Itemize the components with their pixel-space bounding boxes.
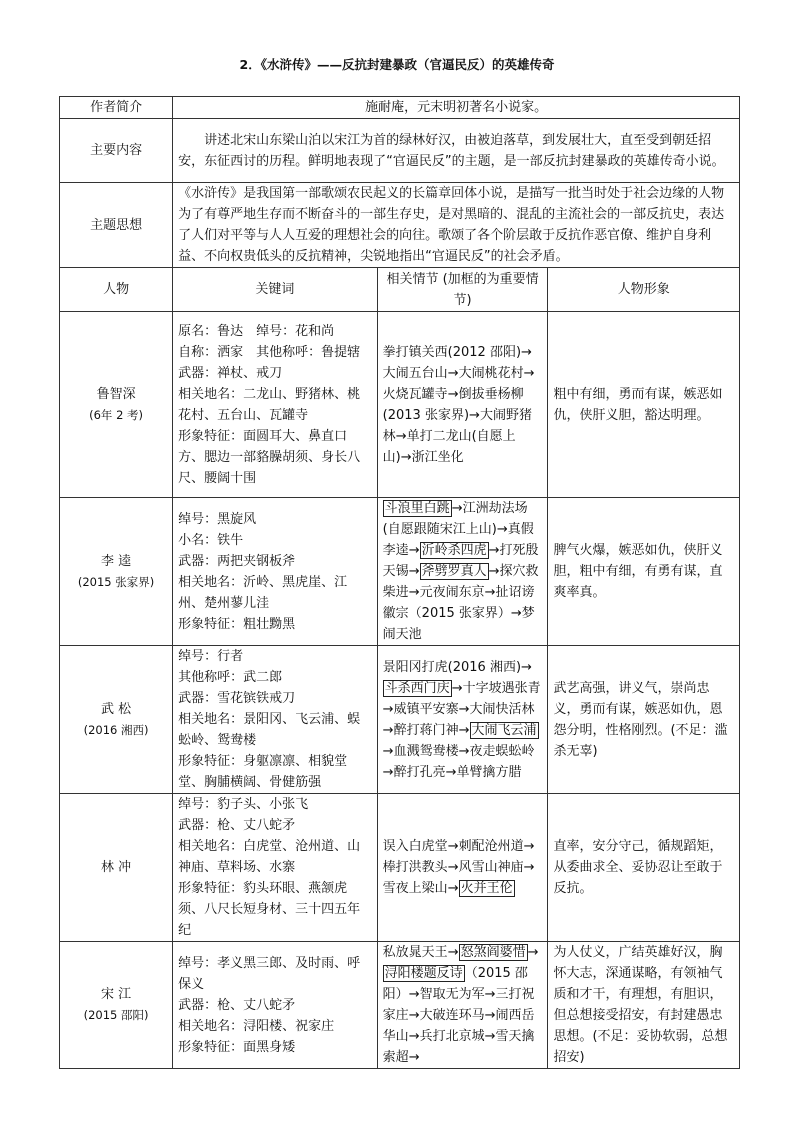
plot-segment: → <box>458 701 470 717</box>
character-name: 林 冲 <box>101 860 132 875</box>
plot-segment: 十字坡遇张青 <box>462 680 541 696</box>
keyword-line: 武器：枪、丈八蛇矛 <box>178 818 296 833</box>
key-plot-boxed: 斧劈罗真人 <box>421 564 487 579</box>
plot-segment: → <box>408 1008 420 1023</box>
plot-segment: 闹西岳华山 <box>382 1008 535 1044</box>
plot-segment: 大闹桃花村 <box>458 365 524 381</box>
keyword-line: 形象特征：面黑身矮 <box>178 1039 296 1055</box>
plot-segment: 大闹野猪林 <box>382 407 532 444</box>
plot-segment: → <box>488 564 500 579</box>
character-plot-cell <box>377 646 548 794</box>
plot-segment: → <box>484 1029 496 1044</box>
character-exam-note: (2015 邵阳) <box>83 1008 149 1022</box>
plot-segment: 三打祝家庄 <box>382 987 535 1023</box>
plot-segment: → <box>447 365 459 381</box>
keyword-line: 形象特征：面圆耳大、鼻直口方、腮边一部貉臊胡须、身长八尺、腰阔十围 <box>178 428 361 486</box>
plot-segment: 刺配沧州道 <box>458 839 524 854</box>
plot-segment: → <box>510 606 522 621</box>
plot-segment: 梦闹天池 <box>382 606 535 642</box>
theme-row <box>60 183 740 268</box>
plot-segment: → <box>408 987 420 1002</box>
plot-segment: → <box>496 522 508 537</box>
plot-segment: 风雪山神庙 <box>458 860 524 875</box>
character-keywords-cell <box>173 312 378 498</box>
author-text: 施耐庵，元末明初著名小说家。 <box>173 97 740 119</box>
plot-segment: → <box>445 764 457 780</box>
plot-segment: → <box>408 585 420 600</box>
plot-segment: 元夜闹东京 <box>419 585 485 600</box>
plot-segment: → <box>395 428 407 444</box>
plot-segment: → <box>408 543 420 558</box>
character-image-cell: 粗中有细，勇而有谋，嫉恶如仇，侠肝义胆，豁达明理。 <box>548 312 740 498</box>
keyword-line: 武器：雪花镔铁戒刀 <box>178 691 296 706</box>
character-exam-note: (2016 湘西) <box>83 722 149 737</box>
plot-segment: 私放晁天王 <box>382 945 448 960</box>
keyword-line: 相关地名：二龙山、野猪林、桃花村、五台山、瓦罐寺 <box>178 386 361 423</box>
plot-segment: 大闹五台山 <box>382 365 448 381</box>
character-name: 武 松 <box>101 701 132 717</box>
plot-segment: 单打二龙山(自愿上山) <box>382 428 516 465</box>
key-plot-boxed: 火并王伦 <box>460 881 513 896</box>
keyword-line: 相关地名：沂岭、黑虎崖、江州、楚州蓼儿洼 <box>178 574 348 611</box>
plot-segment: → <box>408 1029 420 1044</box>
key-plot-boxed: 斗杀西门庆 <box>384 680 450 696</box>
header-keywords: 关键词 <box>173 268 378 312</box>
plot-segment: 倒拔垂杨柳(2013 张家界) <box>382 386 524 423</box>
character-image-cell: 脾气火爆，嫉恶如仇，侠肝义胆，粗中有细，有勇有谋，直爽率真。 <box>548 498 740 646</box>
keyword-line: 武器：禅杖、戒刀 <box>178 365 283 381</box>
plot-text <box>383 836 543 899</box>
keyword-line: 绰号：黑旋风 <box>178 511 257 527</box>
keyword-line: 武器：两把夹钢板斧 <box>178 553 296 569</box>
character-row <box>60 942 740 1069</box>
keyword-line: 小名：铁牛 <box>178 532 244 548</box>
header-row <box>60 268 740 312</box>
plot-segment: → <box>447 881 459 896</box>
keyword-line: 其他称呼：武二郎 <box>178 670 283 685</box>
plot-segment: 单臂擒方腊 <box>456 764 522 780</box>
character-rows <box>60 312 740 1069</box>
keyword-line: 相关地名：白虎堂、沧州道、山神庙、草料场、水寨 <box>178 839 361 875</box>
character-name-cell <box>60 942 173 1069</box>
character-name: 鲁智深 <box>96 386 136 402</box>
plot-segment: 智取无为军 <box>419 987 485 1002</box>
key-plot-boxed: 怒煞阎婆惜 <box>460 945 526 960</box>
plot-segment: 雪夜上梁山 <box>382 881 448 896</box>
theme-label: 主题思想 <box>60 183 173 268</box>
author-row <box>60 97 740 119</box>
plot-segment: → <box>458 722 470 738</box>
plot-text <box>383 342 543 468</box>
plot-segment: 兵打北京城 <box>419 1029 485 1044</box>
plot-segment: 夜走蜈蚣岭 <box>469 743 535 759</box>
plot-segment: 火烧瓦罐寺 <box>382 386 448 402</box>
character-plot-cell <box>377 794 548 942</box>
plot-segment: 误入白虎堂 <box>382 839 448 854</box>
character-image-cell: 为人仗义，广结英雄好汉，胸怀大志，深通谋略，有领袖气质和才干，有理想，有胆识，但总想接受招安，有封建愚忠思想。(不足：妥协软弱，总想招安) <box>548 942 740 1069</box>
character-keywords-cell <box>173 942 378 1069</box>
theme-text: 《水浒传》是我国第一部歌颂农民起义的长篇章回体小说，是描写一批当时处于社会边缘的人物为了有尊严地生存而不断奋斗的一部生存史，是对黑暗的、混乱的主流社会的一部反抗史，表达了人们对平等与人人互爱的理想社会的向往。歌颂了各个阶层敢于反抗作恶官僚、维护自身利益、不向权贵低头的反抗精神，尖锐地指出“官逼民反”的社会矛盾。 <box>173 183 740 268</box>
key-plot-boxed: 大闹飞云浦 <box>471 722 537 738</box>
plot-segment: → <box>382 743 394 759</box>
plot-segment: 景阳冈打虎(2016 湘西) <box>382 659 522 675</box>
character-row <box>60 794 740 942</box>
key-plot-boxed: 斗浪里白跳 <box>384 501 450 516</box>
character-plot-cell <box>377 312 548 498</box>
plot-segment: → <box>382 722 394 738</box>
keyword-line: 形象特征：身躯凛凛、相貌堂堂、胸脯横阔、骨健筋强 <box>178 754 348 790</box>
content-label: 主要内容 <box>60 119 173 183</box>
character-keywords-cell <box>173 498 378 646</box>
plot-segment: 拳打镇关西(2012 邵阳) <box>382 344 522 360</box>
keyword-line: 形象特征：粗壮黝黑 <box>178 616 296 632</box>
plot-segment: 大闹快活林 <box>469 701 535 717</box>
plot-segment: → <box>523 365 535 381</box>
character-image-cell: 武艺高强，讲义气，崇尚忠义，勇而有谋，嫉恶如仇，恩怨分明，性格刚烈。(不足：滥杀无辜) <box>548 646 740 794</box>
plot-segment: 浙江坐化 <box>411 449 464 465</box>
character-name-cell <box>60 646 173 794</box>
plot-segment: 江洲劫法场(自愿跟随宋江上山) <box>382 501 528 537</box>
plot-segment: 威镇平安寨 <box>393 701 459 717</box>
plot-segment: → <box>484 585 496 600</box>
keyword-line: 原名：鲁达 绰号：花和尚 <box>178 323 335 339</box>
header-person: 人物 <box>60 268 173 312</box>
plot-segment: 探穴救柴进 <box>382 564 539 600</box>
character-plot-cell <box>377 498 548 646</box>
character-keywords-cell <box>173 794 378 942</box>
keyword-line: 相关地名：浔阳楼、祝家庄 <box>178 1018 335 1034</box>
plot-segment: → <box>382 764 394 780</box>
plot-segment: → <box>400 449 412 465</box>
plot-segment: → <box>451 680 463 696</box>
plot-segment: 大破连环马 <box>419 1008 485 1023</box>
character-name-cell <box>60 498 173 646</box>
plot-text <box>383 942 543 1068</box>
plot-segment: → <box>447 386 459 402</box>
plot-segment: → <box>447 860 459 875</box>
plot-segment: → <box>484 987 496 1002</box>
plot-segment: 真假李逵 <box>382 522 534 558</box>
plot-segment: → <box>523 860 535 875</box>
keyword-line: 武器：枪、丈八蛇矛 <box>178 997 296 1013</box>
plot-segment: （2015 邵阳） <box>382 966 528 1002</box>
plot-segment: → <box>408 564 420 579</box>
character-name: 宋 江 <box>101 987 132 1002</box>
character-row <box>60 498 740 646</box>
header-plot: 相关情节 (加框的为重要情节) <box>377 268 548 312</box>
character-name: 李 逵 <box>101 553 132 569</box>
character-keywords-cell <box>173 646 378 794</box>
character-image-cell: 直率，安分守己，循规蹈矩，从委曲求全、妥协忍让至敢于反抗。 <box>548 794 740 942</box>
character-name-cell <box>60 312 173 498</box>
plot-segment: 血溅鸳鸯楼 <box>393 743 459 759</box>
plot-segment: 醉打蒋门神 <box>393 722 459 738</box>
novel-info-table <box>59 96 740 1069</box>
plot-segment: → <box>447 945 459 960</box>
plot-segment: → <box>408 1050 420 1065</box>
plot-segment: → <box>523 839 535 854</box>
plot-segment: → <box>521 344 532 360</box>
author-label: 作者简介 <box>60 97 173 119</box>
plot-text <box>383 498 543 645</box>
content-row <box>60 119 740 183</box>
plot-segment: 扯诏谤徽宗（2015 张家界） <box>382 585 535 621</box>
plot-segment: → <box>521 659 532 675</box>
plot-segment: → <box>382 701 394 717</box>
plot-segment: 雪天擒索超 <box>382 1029 535 1065</box>
plot-text <box>383 657 543 783</box>
plot-segment: → <box>451 501 463 516</box>
character-exam-note: (6年 2 考) <box>89 407 144 422</box>
keyword-line: 自称：洒家 其他称呼：鲁提辖 <box>178 344 361 360</box>
plot-segment: → <box>469 407 480 423</box>
header-image: 人物形象 <box>548 268 740 312</box>
plot-segment: → <box>447 839 459 854</box>
plot-segment: 棒打洪教头 <box>382 860 448 875</box>
character-plot-cell <box>377 942 548 1069</box>
content-text: 讲述北宋山东梁山泊以宋江为首的绿林好汉，由被迫落草，到发展壮大，直至受到朝廷招安，东征西讨的历程。鲜明地表现了“官逼民反”的主题，是一部反抗封建暴政的英雄传奇小说。 <box>173 119 740 183</box>
plot-segment: → <box>488 543 500 558</box>
character-name-cell <box>60 794 173 942</box>
key-plot-boxed: 浔阳楼题反诗 <box>384 966 463 981</box>
key-plot-boxed: 沂岭杀四虎 <box>421 543 487 558</box>
character-exam-note: (2015 张家界) <box>77 574 155 589</box>
keyword-line: 相关地名：景阳冈、飞云浦、蜈蚣岭、鸳鸯楼 <box>178 712 361 748</box>
plot-segment: → <box>527 945 539 960</box>
character-row <box>60 312 740 498</box>
plot-segment: → <box>484 1008 496 1023</box>
plot-segment: 醉打孔亮 <box>393 764 446 780</box>
keyword-line: 绰号：行者 <box>178 649 244 664</box>
keyword-line: 绰号：孝义黑三郎、及时雨、呼保义 <box>178 955 361 992</box>
plot-segment: → <box>458 743 470 759</box>
page-title: 2．《水浒传》——反抗封建暴政（官逼民反）的英雄传奇 <box>239 57 555 72</box>
keyword-line: 绰号：豹子头、小张飞 <box>178 797 309 812</box>
plot-segment: 打死殷天锡 <box>382 543 539 579</box>
character-row <box>60 646 740 794</box>
keyword-line: 形象特征：豹头环眼、燕颔虎须、八尺长短身材、三十四五年纪 <box>178 881 361 938</box>
